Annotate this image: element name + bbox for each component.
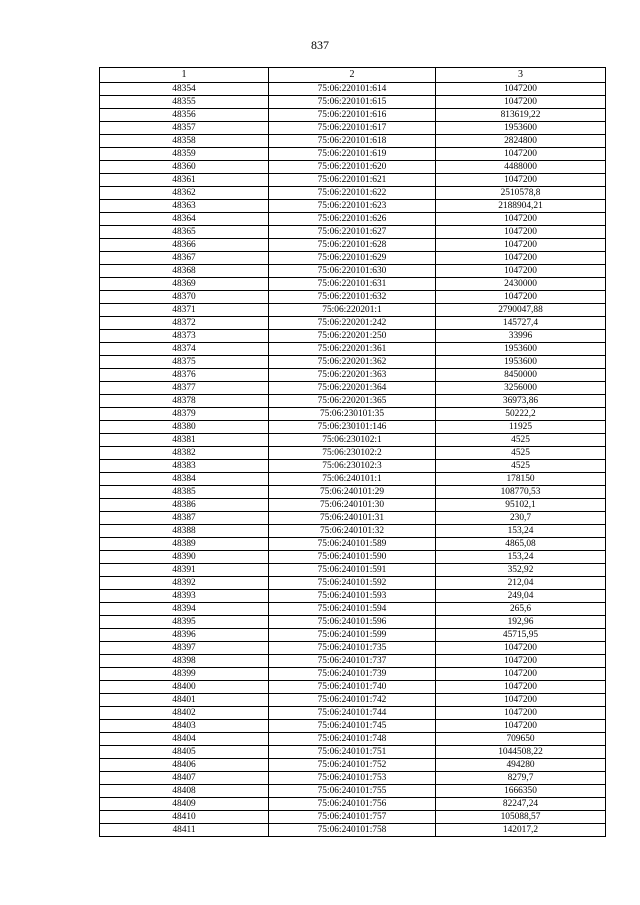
cadastral-number-cell: 75:06:230101:146 [269, 421, 436, 434]
value-cell: 36973,86 [436, 395, 606, 408]
cadastral-number-cell: 75:06:220101:626 [269, 213, 436, 226]
value-cell: 494280 [436, 759, 606, 772]
row-number-cell: 48363 [100, 200, 269, 213]
table-row [100, 421, 606, 434]
table-row [100, 720, 606, 733]
table-row [100, 759, 606, 772]
table-row [100, 83, 606, 96]
row-number-cell: 48359 [100, 148, 269, 161]
value-cell: 145727,4 [436, 317, 606, 330]
table-row [100, 278, 606, 291]
value-cell: 709650 [436, 733, 606, 746]
table-row [100, 408, 606, 421]
row-number-cell: 48389 [100, 538, 269, 551]
row-number-cell: 48402 [100, 707, 269, 720]
cadastral-number-cell: 75:06:240101:591 [269, 564, 436, 577]
cadastral-number-cell: 75:06:240101:1 [269, 473, 436, 486]
table-row [100, 369, 606, 382]
cadastral-number-cell: 75:06:220201:250 [269, 330, 436, 343]
cadastral-number-cell: 75:06:220101:621 [269, 174, 436, 187]
value-cell: 1044508,22 [436, 746, 606, 759]
table-row [100, 798, 606, 811]
table-row [100, 655, 606, 668]
table-row [100, 447, 606, 460]
value-cell: 8450000 [436, 369, 606, 382]
cadastral-number-cell: 75:06:240101:740 [269, 681, 436, 694]
row-number-cell: 48407 [100, 772, 269, 785]
row-number-cell: 48365 [100, 226, 269, 239]
cadastral-number-cell: 75:06:240101:31 [269, 512, 436, 525]
table-row [100, 642, 606, 655]
cadastral-number-cell: 75:06:220201:362 [269, 356, 436, 369]
row-number-cell: 48399 [100, 668, 269, 681]
row-number-cell: 48355 [100, 96, 269, 109]
page-number: 837 [311, 38, 329, 52]
cadastral-number-cell: 75:06:230102:1 [269, 434, 436, 447]
table-body [100, 83, 606, 837]
table-row [100, 148, 606, 161]
cadastral-number-cell: 75:06:240101:752 [269, 759, 436, 772]
row-number-cell: 48372 [100, 317, 269, 330]
table-row [100, 382, 606, 395]
row-number-cell: 48376 [100, 369, 269, 382]
table-row [100, 122, 606, 135]
column-header-3: 3 [436, 68, 606, 83]
cadastral-number-cell: 75:06:220101:632 [269, 291, 436, 304]
value-cell: 1047200 [436, 174, 606, 187]
cadastral-number-cell: 75:06:240101:596 [269, 616, 436, 629]
value-cell: 4525 [436, 434, 606, 447]
cadastral-number-cell: 75:06:240101:594 [269, 603, 436, 616]
row-number-cell: 48403 [100, 720, 269, 733]
cadastral-number-cell: 75:06:240101:30 [269, 499, 436, 512]
value-cell: 105088,57 [436, 811, 606, 824]
value-cell: 1666350 [436, 785, 606, 798]
value-cell: 1047200 [436, 252, 606, 265]
table-row [100, 395, 606, 408]
row-number-cell: 48397 [100, 642, 269, 655]
row-number-cell: 48404 [100, 733, 269, 746]
data-table [99, 67, 606, 837]
table-header-row [100, 68, 606, 83]
table-row [100, 499, 606, 512]
row-number-cell: 48356 [100, 109, 269, 122]
row-number-cell: 48373 [100, 330, 269, 343]
row-number-cell: 48368 [100, 265, 269, 278]
table-row [100, 772, 606, 785]
row-number-cell: 48410 [100, 811, 269, 824]
value-cell: 1047200 [436, 96, 606, 109]
cadastral-number-cell: 75:06:220201:1 [269, 304, 436, 317]
value-cell: 2790047,88 [436, 304, 606, 317]
row-number-cell: 48375 [100, 356, 269, 369]
row-number-cell: 48408 [100, 785, 269, 798]
row-number-cell: 48385 [100, 486, 269, 499]
cadastral-number-cell: 75:06:220101:616 [269, 109, 436, 122]
table-row [100, 629, 606, 642]
cadastral-number-cell: 75:06:220201:361 [269, 343, 436, 356]
row-number-cell: 48380 [100, 421, 269, 434]
table-row [100, 733, 606, 746]
table-row [100, 512, 606, 525]
value-cell: 265,6 [436, 603, 606, 616]
value-cell: 11925 [436, 421, 606, 434]
row-number-cell: 48400 [100, 681, 269, 694]
row-number-cell: 48391 [100, 564, 269, 577]
value-cell: 352,92 [436, 564, 606, 577]
value-cell: 1047200 [436, 694, 606, 707]
cadastral-number-cell: 75:06:220101:620 [269, 161, 436, 174]
cadastral-number-cell: 75:06:240101:753 [269, 772, 436, 785]
row-number-cell: 48381 [100, 434, 269, 447]
row-number-cell: 48393 [100, 590, 269, 603]
cadastral-number-cell: 75:06:220101:631 [269, 278, 436, 291]
value-cell: 1047200 [436, 265, 606, 278]
row-number-cell: 48362 [100, 187, 269, 200]
table-row [100, 564, 606, 577]
table-row [100, 746, 606, 759]
value-cell: 1047200 [436, 148, 606, 161]
value-cell: 1047200 [436, 720, 606, 733]
cadastral-number-cell: 75:06:220201:365 [269, 395, 436, 408]
cadastral-number-cell: 75:06:220101:617 [269, 122, 436, 135]
value-cell: 1047200 [436, 655, 606, 668]
cadastral-number-cell: 75:06:220201:242 [269, 317, 436, 330]
value-cell: 1047200 [436, 642, 606, 655]
value-cell: 45715,95 [436, 629, 606, 642]
table-row [100, 538, 606, 551]
cadastral-number-cell: 75:06:220101:623 [269, 200, 436, 213]
value-cell: 2824800 [436, 135, 606, 148]
column-header-1: 1 [100, 68, 269, 83]
value-cell: 192,96 [436, 616, 606, 629]
cadastral-number-cell: 75:06:240101:748 [269, 733, 436, 746]
value-cell: 50222,2 [436, 408, 606, 421]
table-row [100, 356, 606, 369]
value-cell: 153,24 [436, 525, 606, 538]
table-row [100, 330, 606, 343]
value-cell: 212,04 [436, 577, 606, 590]
cadastral-number-cell: 75:06:240101:745 [269, 720, 436, 733]
row-number-cell: 48358 [100, 135, 269, 148]
value-cell: 1047200 [436, 226, 606, 239]
table-row [100, 109, 606, 122]
value-cell: 1047200 [436, 707, 606, 720]
row-number-cell: 48398 [100, 655, 269, 668]
row-number-cell: 48370 [100, 291, 269, 304]
value-cell: 142017,2 [436, 824, 606, 837]
row-number-cell: 48367 [100, 252, 269, 265]
cadastral-number-cell: 75:06:240101:737 [269, 655, 436, 668]
row-number-cell: 48405 [100, 746, 269, 759]
table-row [100, 577, 606, 590]
table-row [100, 707, 606, 720]
row-number-cell: 48394 [100, 603, 269, 616]
value-cell: 2430000 [436, 278, 606, 291]
row-number-cell: 48361 [100, 174, 269, 187]
cadastral-number-cell: 75:06:240101:758 [269, 824, 436, 837]
row-number-cell: 48384 [100, 473, 269, 486]
cadastral-number-cell: 75:06:240101:739 [269, 668, 436, 681]
table-row [100, 187, 606, 200]
value-cell: 8279,7 [436, 772, 606, 785]
cadastral-number-cell: 75:06:220101:615 [269, 96, 436, 109]
table-row [100, 213, 606, 226]
value-cell: 4525 [436, 460, 606, 473]
column-header-2: 2 [269, 68, 436, 83]
value-cell: 1047200 [436, 83, 606, 96]
cadastral-number-cell: 75:06:230102:3 [269, 460, 436, 473]
row-number-cell: 48392 [100, 577, 269, 590]
row-number-cell: 48395 [100, 616, 269, 629]
value-cell: 153,24 [436, 551, 606, 564]
row-number-cell: 48364 [100, 213, 269, 226]
table-row [100, 265, 606, 278]
row-number-cell: 48390 [100, 551, 269, 564]
table-row [100, 460, 606, 473]
value-cell: 1047200 [436, 681, 606, 694]
row-number-cell: 48401 [100, 694, 269, 707]
table-row [100, 96, 606, 109]
table-row [100, 343, 606, 356]
table-row [100, 226, 606, 239]
table-row [100, 681, 606, 694]
value-cell: 1953600 [436, 343, 606, 356]
value-cell: 3256000 [436, 382, 606, 395]
row-number-cell: 48377 [100, 382, 269, 395]
cadastral-number-cell: 75:06:240101:756 [269, 798, 436, 811]
cadastral-number-cell: 75:06:240101:589 [269, 538, 436, 551]
table-row [100, 200, 606, 213]
row-number-cell: 48406 [100, 759, 269, 772]
table-row [100, 174, 606, 187]
table-row [100, 616, 606, 629]
cadastral-number-cell: 75:06:220101:622 [269, 187, 436, 200]
cadastral-number-cell: 75:06:240101:757 [269, 811, 436, 824]
value-cell: 1953600 [436, 122, 606, 135]
cadastral-number-cell: 75:06:240101:599 [269, 629, 436, 642]
cadastral-number-cell: 75:06:240101:751 [269, 746, 436, 759]
cadastral-number-cell: 75:06:240101:29 [269, 486, 436, 499]
value-cell: 95102,1 [436, 499, 606, 512]
cadastral-number-cell: 75:06:230102:2 [269, 447, 436, 460]
table-row [100, 473, 606, 486]
row-number-cell: 48371 [100, 304, 269, 317]
cadastral-number-cell: 75:06:220101:619 [269, 148, 436, 161]
table-row [100, 668, 606, 681]
value-cell: 2188904,21 [436, 200, 606, 213]
table-row [100, 590, 606, 603]
row-number-cell: 48387 [100, 512, 269, 525]
row-number-cell: 48396 [100, 629, 269, 642]
cadastral-number-cell: 75:06:220101:630 [269, 265, 436, 278]
value-cell: 1047200 [436, 213, 606, 226]
table-row [100, 135, 606, 148]
row-number-cell: 48382 [100, 447, 269, 460]
table-row [100, 811, 606, 824]
cadastral-number-cell: 75:06:240101:590 [269, 551, 436, 564]
row-number-cell: 48374 [100, 343, 269, 356]
value-cell: 249,04 [436, 590, 606, 603]
table-row [100, 161, 606, 174]
table-row [100, 785, 606, 798]
value-cell: 108770,53 [436, 486, 606, 499]
row-number-cell: 48411 [100, 824, 269, 837]
value-cell: 813619,22 [436, 109, 606, 122]
row-number-cell: 48354 [100, 83, 269, 96]
value-cell: 1953600 [436, 356, 606, 369]
row-number-cell: 48378 [100, 395, 269, 408]
cadastral-number-cell: 75:06:240101:592 [269, 577, 436, 590]
table-row [100, 824, 606, 837]
table-row [100, 252, 606, 265]
value-cell: 4488000 [436, 161, 606, 174]
table-row [100, 317, 606, 330]
table-row [100, 486, 606, 499]
table-row [100, 434, 606, 447]
value-cell: 33996 [436, 330, 606, 343]
cadastral-number-cell: 75:06:240101:742 [269, 694, 436, 707]
cadastral-number-cell: 75:06:230101:35 [269, 408, 436, 421]
table-row [100, 551, 606, 564]
cadastral-number-cell: 75:06:220201:363 [269, 369, 436, 382]
cadastral-number-cell: 75:06:240101:744 [269, 707, 436, 720]
table-row [100, 525, 606, 538]
row-number-cell: 48369 [100, 278, 269, 291]
cadastral-number-cell: 75:06:220101:618 [269, 135, 436, 148]
cadastral-number-cell: 75:06:220101:627 [269, 226, 436, 239]
row-number-cell: 48388 [100, 525, 269, 538]
row-number-cell: 48409 [100, 798, 269, 811]
table-row [100, 239, 606, 252]
row-number-cell: 48386 [100, 499, 269, 512]
value-cell: 1047200 [436, 291, 606, 304]
value-cell: 1047200 [436, 668, 606, 681]
cadastral-number-cell: 75:06:240101:593 [269, 590, 436, 603]
value-cell: 4525 [436, 447, 606, 460]
cadastral-number-cell: 75:06:220101:614 [269, 83, 436, 96]
value-cell: 178150 [436, 473, 606, 486]
value-cell: 2510578,8 [436, 187, 606, 200]
cadastral-number-cell: 75:06:240101:32 [269, 525, 436, 538]
table-row [100, 603, 606, 616]
value-cell: 1047200 [436, 239, 606, 252]
value-cell: 230,7 [436, 512, 606, 525]
cadastral-number-cell: 75:06:220101:628 [269, 239, 436, 252]
row-number-cell: 48383 [100, 460, 269, 473]
cadastral-number-cell: 75:06:220101:629 [269, 252, 436, 265]
cadastral-number-cell: 75:06:240101:755 [269, 785, 436, 798]
table-row [100, 304, 606, 317]
table-row [100, 694, 606, 707]
cadastral-number-cell: 75:06:240101:735 [269, 642, 436, 655]
value-cell: 82247,24 [436, 798, 606, 811]
table-row [100, 291, 606, 304]
row-number-cell: 48379 [100, 408, 269, 421]
cadastral-number-cell: 75:06:220201:364 [269, 382, 436, 395]
row-number-cell: 48357 [100, 122, 269, 135]
row-number-cell: 48366 [100, 239, 269, 252]
value-cell: 4865,08 [436, 538, 606, 551]
row-number-cell: 48360 [100, 161, 269, 174]
